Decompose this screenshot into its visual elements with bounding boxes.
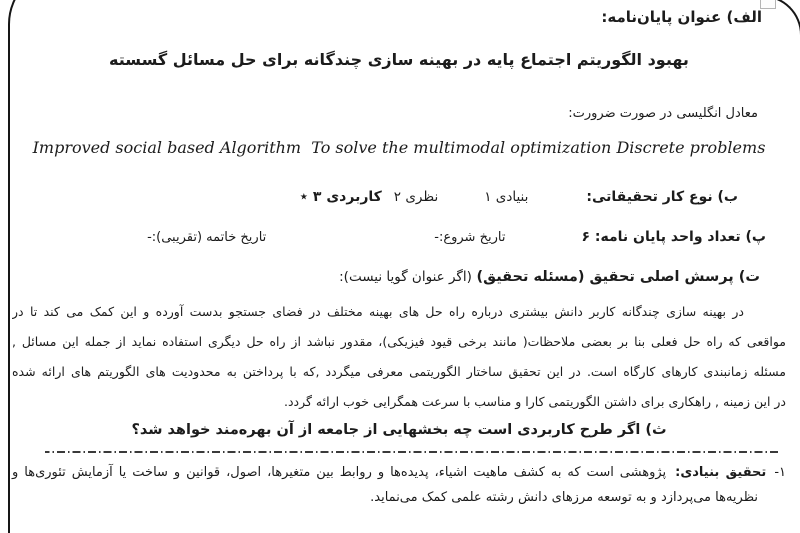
- section-b-label: ب) نوع کار تحقیقاتی:: [586, 189, 738, 205]
- section-t-note: (اگر عنوان گویا نیست):: [339, 269, 472, 285]
- units-row: [12, 229, 766, 245]
- research-type-row: [12, 187, 738, 205]
- footnote-text: پژوهشی است که به کشف ماهیت اشیاء، پدیده‌ها و روابط بین متغیرها، اصول، قوانین و ساخت یا آزمایش تئوری‌ها و نظریه‌ها می‌پردازد و به توسعه مرزهای دانش رشته علمی کمک می‌نماید.: [12, 465, 758, 505]
- english-equivalent-label: معادل انگلیسی در صورت ضرورت:: [568, 106, 758, 121]
- thesis-title-english: Improved social based Algorithm To solve the multimodal optimization Discrete problems: [32, 138, 766, 157]
- option-applied: کاربردی ۳: [312, 189, 382, 205]
- end-date-label: تاریخ خاتمه (تقریبی):-: [147, 230, 267, 245]
- section-th-label: ث) اگر طرح کاربردی است چه بخشهایی از جامعه از آن بهره‌مند خواهد شد؟: [131, 422, 667, 438]
- option-theoretical: نظری ۲: [393, 189, 439, 205]
- paragraph-line: مسئله زمانبندی کارهای کارگاه است. در این تحقیق ساختار الگوریتمی معرفی میگردد ,که با پرداختن به محدودیت های الگوریتم های ارائه شده: [12, 364, 786, 379]
- paragraph-line: مواقعی که راه حل فعلی بنا بر بعضی ملاحظات( مانند برخی قیود فیزیکی)، مقدور نباشد از راه حل دیگری استفاده نماید از جمله این مسائل ,: [12, 334, 786, 349]
- start-date-label: تاریخ شروع:-: [434, 230, 506, 245]
- selected-option-star-icon: ٭: [299, 187, 308, 205]
- main-question-row: [12, 269, 760, 285]
- units-value: ۶: [581, 229, 590, 245]
- footnote-number: ۱-: [774, 465, 786, 480]
- dashed-separator: [45, 451, 778, 453]
- section-a-label: الف) عنوان پایان‌نامه:: [601, 8, 762, 26]
- research-question-paragraph: [12, 297, 786, 417]
- footnote-term: تحقیق بنیادی:: [675, 465, 767, 480]
- thesis-title: بهبود الگوریتم اجتماع پایه در بهینه سازی چندگانه برای حل مسائل گسسته: [109, 50, 689, 69]
- paragraph-line: در بهینه سازی چندگانه کاربر دانش بیشتری درباره راه حل های بهینه مختلف در فضای جستجو بدست آورده و این کمک می کند تا در: [12, 304, 744, 319]
- option-fundamental: بنیادی ۱: [484, 189, 529, 205]
- section-p-label: پ) تعداد واحد پایان نامه: ۶: [581, 229, 766, 245]
- paragraph-line: در این زمینه , راهکاری برای داشتن الگوریتمی کارا و مناسب با سرعت همگرایی خوب ارائه گردد.: [283, 394, 786, 409]
- section-t-label: ت) پرسش اصلی تحقیق (مسئله تحقیق): [476, 269, 760, 285]
- footnote-fundamental-research: [12, 460, 786, 510]
